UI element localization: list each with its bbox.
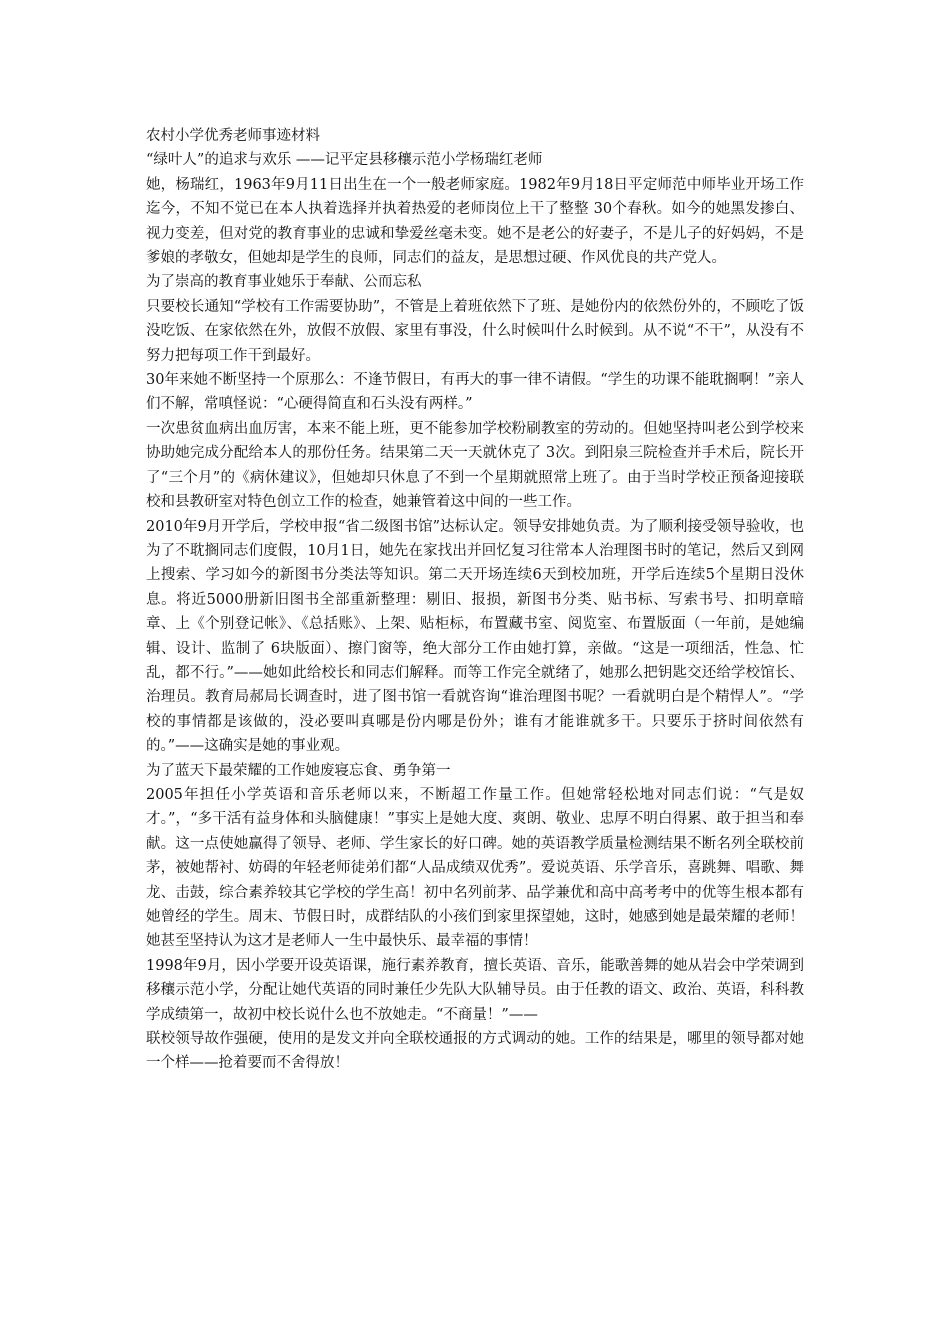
document-subtitle: “绿叶人”的追求与欢乐 ——记平定县移穰示范小学杨瑞红老师 (146, 152, 543, 169)
paragraph-on-call: 只要校长通知“学校有工作需要协助”，不管是上着班依然下了班、是她份内的依然份外的，不顾吃了饭没吃饭、在家依然在外，放假不放假、家里有事没，什么时候叫什么时候到。从不说“不干”，从没有不努力把每项工作干到最好。 (146, 298, 804, 364)
document-page (146, 124, 804, 1076)
paragraph-illness: 一次患贫血病出血厉害，本来不能上班，更不能参加学校粉刷教室的劳动的。但她坚持叫老公到学校来协助她完成分配给本人的那份任务。结果第二天一天就休克了 3次。到阳泉三院检查并手术后，院长开了“三个月”的《病休建议》，但她却只休息了不到一个星期就照常上班了。由于当时学校正预备迎接联校和县教研室对特色创立工作的检查，她兼管着这中间的一些工作。 (146, 420, 804, 511)
paragraph-transfer: 1998年9月，因小学要开设英语课，施行素养教育，擅长英语、音乐，能歌善舞的她从岩会中学荣调到移穰示范小学，分配让她代英语的同时兼任少先队大队辅导员。由于任教的语文、政治、英语，科科教学成绩第一，故初中校长说什么也不放她走。“不商量！”—— (146, 957, 804, 1023)
document-title: 农村小学优秀老师事迹材料 (146, 128, 320, 144)
section-heading-dedication: 为了崇高的教育事业她乐于奉献、公而忘私 (146, 274, 422, 291)
paragraph-intro: 她，杨瑞红，1963年9月11日出生在一个一般老师家庭。1982年9月18日平定师范中师毕业开场工作迄今，不知不觉已在本人执着选择并执着热爱的老师岗位上干了整整 30个春秋。如今的她黑发掺白、视力变差，但对党的教育事业的忠诚和挚爱丝毫未变。她不是老公的好妻子，不是儿子的好妈妈，不是爹娘的孝敬女，但她却是学生的良师，同志们的益友，是思想过硬、作风优良的共产党人。 (146, 176, 804, 267)
paragraph-no-leave: 30年来她不断坚持一个原那么：不逢节假日，有再大的事一律不请假。“学生的功课不能耽搁啊！”亲人们不解，常嗔怪说：“心硬得简直和石头没有两样。” (146, 372, 804, 413)
section-heading-honor: 为了蓝天下最荣耀的工作她废寝忘食、勇争第一 (146, 762, 451, 779)
paragraph-english-music: 2005年担任小学英语和音乐老师以来，不断超工作量工作。但她常轻松地对同志们说：“气是奴才。”，“多干活有益身体和头脑健康！”事实上是她大度、爽朗、敬业、忠厚不明白得累、敢于担当和奉献。这一点使她赢得了领导、老师、学生家长的好口碑。她的英语教学质量检测结果不断名列全联校前茅，被她帮衬、妨碍的年轻老师徒弟们都“人品成绩双优秀”。爱说英语、乐学音乐，喜跳舞、唱歌、舞龙、击鼓，综合素养较其它学校的学生高！初中名列前茅、品学兼优和高中高考考中的优等生根本都有她曾经的学生。周末、节假日时，成群结队的小孩们到家里探望她，这时，她感到她是最荣耀的老师！她甚至坚持认为这才是老师人一生中最快乐、最幸福的事情！ (146, 786, 804, 950)
paragraph-library: 2010年9月开学后，学校申报“省二级图书馆”达标认定。领导安排她负责。为了顺利接受领导验收，也为了不耽搁同志们度假，10月1日，她先在家找出并回忆复习往常本人治理图书时的笔记，然后又到网上搜索、学习如今的新图书分类法等知识。第二天开场连续6天到校加班，开学后连续5个星期日没休息。将近5000册新旧图书全部重新整理：剔旧、报损，新图书分类、贴书标、写索书号、扣明章暗章、上《个别登记帐》、《总括账》、上架、贴柜标，布置藏书室、阅览室、布置版面（一年前，是她编辑、设计、监制了 6块版面）、擦门窗等，绝大部分工作由她打算，亲做。“这是一项细活，性急、忙乱，都不行。”——她如此给校长和同志们解释。而等工作完全就绪了，她那么把钥匙交还给学校馆长、治理员。教育局郝局长调查时，进了图书馆一看就咨询“谁治理图书呢？一看就明白是个精悍人”。“学校的事情都是该做的，没必要叫真哪是份内哪是份外；谁有才能谁就多干。只要乐于挤时间依然有的。”——这确实是她的事业观。 (146, 518, 804, 755)
paragraph-leadership: 联校领导故作强硬，使用的是发文并向全联校通报的方式调动的她。工作的结果是，哪里的领导都对她一个样——抢着要而不舍得放！ (146, 1031, 804, 1072)
